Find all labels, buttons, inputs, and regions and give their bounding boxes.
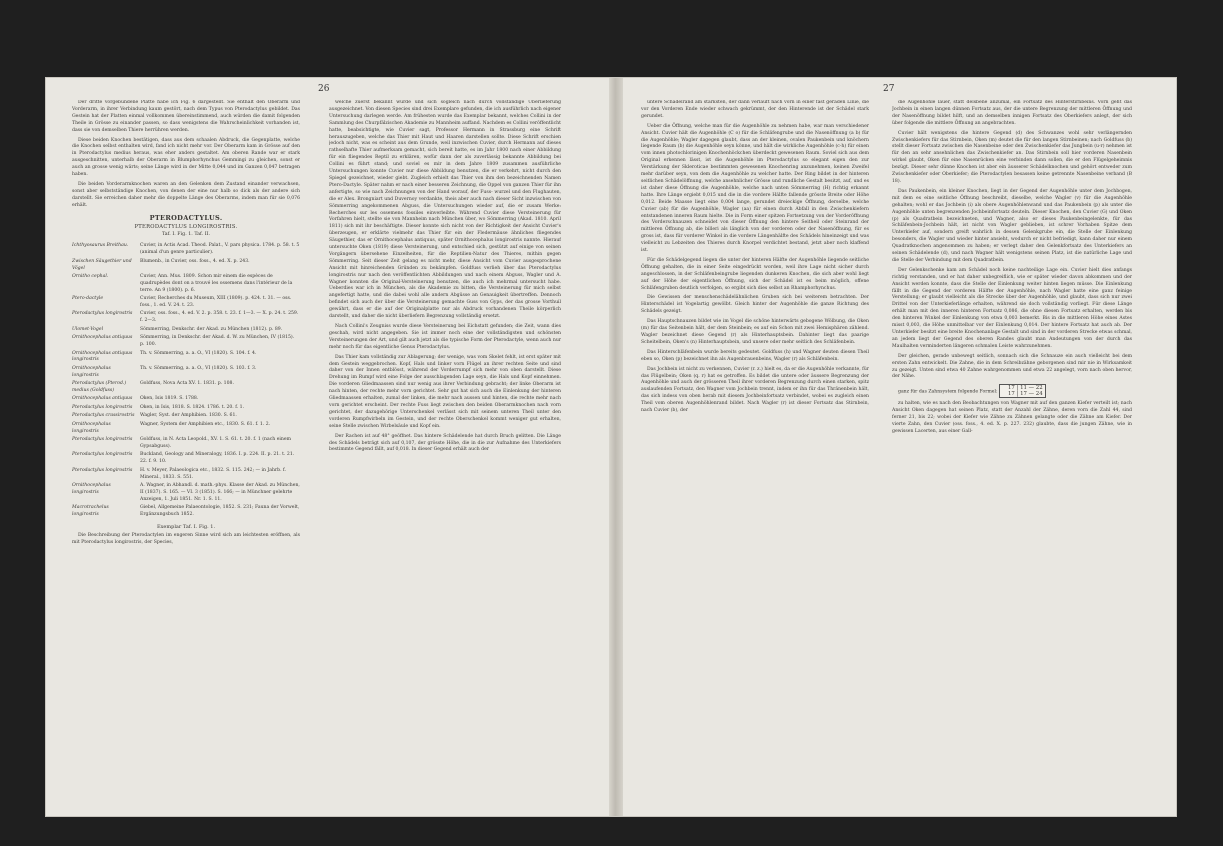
paragraph: Nach Collini's Zeugniss wurde diese Versteinerung bei Eichstatt gefunden; die Zeit, wann dies geschah, wird nicht angegeben. Sie ist immer noch eine der vollständigsten und schönsten Versteinerungen der Art, und gilt auch jetzt als die typische Form der Pterodactyle, wenn auch nur mehr noch für das eigentliche Genus Pterodactylus. — [329, 324, 561, 350]
synonym-entry — [72, 366, 300, 380]
paragraph: welche zuerst bekannt wurde und sich sogleich nach durch vollständige Überlieferung ausgezeichnet. Von diesen Species sind drei Exemplare gefunden, die ich ausführlich nach eigener Untersuchung darlegen werde. Am frühesten wurde das Exemplar bekannt, welches Collini in der Sammlung des Churpfälzischen Akademie zu Mannheim auffand. Nachdem es Collini veröffentlicht hatte, beabsichtigte, wie Cuvier sagt, Professor Hermann in Strassburg eine Schrift herauszugeben, welche das Thier mit Haut und Haaren darstellen sollte. Diese Schrift erschien jedoch nicht, was es scheint aus dem Grunde, weil inzwischen Cuvier, durch Hermann auf dieses rathselhafte Thier aufmerksam gemacht, sich bereit hatte, es im Jahr 1800 nach einer Abbildung für ein fliegendes Reptil zu erklären, wofür dann der als zuverlässig bekannte Abbildung bei Collini es führt stand; und soviel es mir in dem Jahre 1809 zusammen ausführliche Untersuchungen konnte Cuvier nur diese Abbildung benutzen, die er verkehrt, nicht durch den Spiegel gezeichnet, wieder giebt. Zugleich erhielt das Thier von ihm den bezeichnenden Namen Ptero-Dactyle. Später nahm er nach einer besseren Zeichnung, die Oppel von ganzen Thier für ihn anfertigte, so wie nach Zeichnungen von der Hand worauf, der Fuss- wurzel und den Flughauten, die er Alex. Brongniart und Duvernoy verdankte, theis aber auch nach dieser Sicht inzwischen von Sömmerring angekommenen Abguss, die Untersuchungen wieder auf, die er zusam Werke: Recherches sur les ossemens fossiles einverleibte. Während Cuvier diese Versteinerung für Vorfahren hielt, stellte sie von Mannheim nach München über, wo Sömmerring (Akad. 1810. April 1811) sich mit ihr beschäftigte. Dieser konnte sich nicht von der Richtigkeit der Ansicht Cuvier's überzeugen, er erklärte vielmehr das Thier für ein der Fledermäuse ähnliches fliegendes Säugethier, das er Ornithocephalus antiquus, später Ornithocephalus longirostris nannte. Hierauf untersuchte Oken (1819) diese Versteinerung, und entschied sich, gestützt auf einige von seinen Vorgängern übersehene Einzelheiten, für die Reptilien-Natur des Thieres, mithin gegen Sömmerring. Seit dieser Zeit gelang es nicht mehr, diese Ansicht vom Cuvier ausgesprochene Ansicht mit hinreichenden Gründen zu bekämpfen. Goldfuss verlieh über das Pterodactylus longirostris nur nach den veröffentlichten Abbildungen und nach einem Abguss, Wagler und A. Wagner konnten die Original-Versteinerung benutzen, die auch ich mehrmal untersucht habe. Ueberdies war ich in München, als die Akademie zu bitten, die Versteinerung für mich selbst angefertigt hatte, und die dabei wohl alle andern Abgüsse an Genauigkeit übertreffen. Dennoch befindet sich auch der über die Versteinerung gemachte Guss von Gyps, der das grosse Vorthuil gewährt, dass er die auf der Originalplatte nur als Abdruck vorhandenen Theile körperlich darstellt, und daher die nicht überliefern Begrenzung vollständig ersetzt. — [329, 100, 561, 320]
synonym-reference: Oken, Isis 1819. S. 1788. — [140, 396, 199, 402]
page-number: 27 — [883, 84, 895, 94]
synonym-reference: Giebel, Allgemeine Palaeontologie, 1852. S. 231; Fauna der Vorwelt, Ergänzungsbuch 1852. — [140, 505, 300, 518]
synonym-name: Ptero-dactyle — [72, 296, 104, 302]
formula-line: 17 | 11 — 22 — [1008, 385, 1043, 392]
synonym-entry — [72, 483, 300, 504]
exemplar-text: Die Beschreibung der Pterodactylen im engeren Sinne wird sich am leichtesten eröffnen, als mit Pterodactylus longirostris, der Species, — [72, 532, 300, 545]
synonym-name: Ulomet-Vogel — [72, 326, 104, 332]
book-gutter — [609, 78, 623, 816]
synonym-reference: Cuvier, Ann. Mus. 1809. Schon mir einem die espèces de quadrupèdes dont on a trouvé les ossemens dans l'intérieur de la terre. An 9 (1800). p. 6. — [140, 273, 293, 293]
paragraph: Der dritte vorgebundene Platte habe ich Fig. 6 dargestellt. Sie enthält den Oberarm und Vorderarm, in ihrer Verbindung kaum gestört, nach dem Typus von Pterodactylus gebildet. Das Gestein hat der Platten einmal vollkommen übereinstimmend, auch würden die damit folgenden Theile in Grösse zu einander passen, so dass wenigstens die Wahrscheinlichkeit vorhanden ist, dass sie von demselben Thiere herrühren werden. — [72, 100, 300, 133]
species-heading: PTERODACTYLUS LONGIROSTRIS. — [134, 223, 238, 230]
paragraph: Ueber die Öffnung, welche man für die Augenhöhle zu nehmen habe, war man verschiedener Ansicht. Cuvier hält die Augenhöhle (C o) für die Schläfengrube und die Nasenöffnung (a b) für die Augenhöhle; Wagler dagegen glaubt, dass an der kleinen, ovalen Paukenbein und knöchern liegende Raum (b) die Augenhöhle seyn könne, und hält die wirkliche Augenhöhle (c-h) für einen vom innen photochlorinigen Knochenhöckchen überdeckt gewesenen Raum. Soviel sich aus dem Original erkennen lässt, ist die Augenhöhle im Pterodactylus so elegant eigen den zur Verstärkung der Skleroticae bestimmten gewesenen Knochenring anzunehmen, keinen Zweifel mehr darüber seyn, von dem die Augenhöhle zu welcher hatte. Der Ring bildet in der hinteren seitlichen Schädelöffnung, welche ansehnlicher Grösse und rundliche Gestalt besitzt, auf, und es ist daher diese Öffnung die Augenhöhle, welche nach unten Sömmerring (H) richtig erkannt hatte. Ihre Länge ergiebt 0,015 und die in die vordere Hälfte fallende grösste Breite oder Höhe 0,012. Beide Maasse liegt eine 0,004 lange, gerundet dreieckige Öffnung, derselbe, welche Cuvier (ab) für die Augenhöhle, Wagler (aa) für einen durch Abfall in den Zwischenkiefern entstandenen inneren Raum hielte. Die in Form einer spitzen Fortsetzung von der Vorderöffnung des Vorderschnauzen schneidet von dieser Öffnung den hintere Seitheil oder Steinrand der mittleren Öffnung ab, die billeri als länglich von der vorderen oder der Nasenöffnung, für es gross ist, dass für vorderer Winkel in die vordere Längenhälfte des Schädels hineinzeigt und was vielleicht zu Lebzeiten des Thieres durch Knorpel verdichtet bestand, jetzt aber noch klaffend ist. — [641, 123, 869, 254]
synonym-reference: Wagler, Syst. der Amphibien. 1830. S. 61. — [140, 413, 237, 419]
paragraph: Das Paukenbein, ein kleiner Knochen, liegt in der Gegend der Augenhöhle unter dem Jochbogen, mit dem es eine seitliche Öffnung beschreibt, dieselbe, welche Wagler (v) für die Augenhöhle gehalten; wohl er das Jochbein (i) als obere Augenhöhlenwand und das Paukenbein (p) als unter die Augenhöhle unten begrenzenden Jochbeinfortsatz deuteln. Dieser Knochen, den Cuvier (G) und Oken (p) als Quadratbein bezeichneten, und Wagner, also er dieses Paukenbeingelenkte, für das Schläfenbein-Jochbein hält, ist nicht von Wagler geblieben, ist schrer Vorhaben Spitze dem Unterkiefer auf, sondern greift wahrlich in dessen Gelenkgrube ein, die Stelle der Einlenkung besonders, die Wagler und wieder hinter ansieht, wodurch er nicht befriedigt, kann daher nur einem Quadratknochen angenommen zu haben; er verlegt daher den Gelenkfortsatz des Unterkiefers an seinen Schädelende (d), und nach Wagner hält wenigstens seinen Platz, ist die natürliche Lage und die Stelle der Verbindung mit dem Quadratbein. — [892, 188, 1132, 263]
synonym-reference: Wagner, System der Amphibien etc., 1830. S. 61. f. 1. 2. — [140, 421, 271, 427]
synonym-name: Macrotrachelus longirostris — [72, 505, 109, 518]
synonym-reference: Goldfuss, in N. Acta Leopold., XV. 1. S. 61. t. 20. f. 1 (nach einem Gypsabguss). — [140, 436, 291, 449]
synonym-name: Ornithocephalus longirostris — [72, 365, 111, 378]
synonym-name: Ornithocephalus antiquus — [72, 335, 133, 341]
synonym-entry — [72, 243, 300, 257]
right-column-2 — [892, 100, 1132, 439]
synonym-name: Pterodactylus longirostris — [72, 467, 133, 473]
plate-reference: Taf. I. Fig. 1. Taf. II. — [161, 232, 211, 238]
synonym-reference: Sömmerring, in Denkschr. der Akad. d. W. zu München, IV (1815). p. 100. — [140, 335, 295, 348]
synonym-reference: Sömmerring, Denkschr. der Akad. zu München (1812). p. 89. — [140, 326, 283, 332]
synonym-entry — [72, 296, 300, 310]
synonym-entry — [72, 396, 300, 403]
synonym-reference: A. Wagner, in Abhandl. d. math.-phys. Klasse der Akad. zu München, II (1837). S. 165. — VI. 3 (1851). S. 166; — in Münchner gelehrte Anzeigen, 1. Juli 1851. Nr. 1. S. 11. — [140, 482, 300, 502]
synonym-reference: H. v. Meyer, Palaeologica etc., 1832. S. 115. 242; — in Jahrb. f. Mineral., 1833. S. 551. — [140, 467, 287, 480]
paragraph-group — [329, 100, 561, 454]
right-page — [623, 78, 1176, 816]
paragraph: Diese beiden Knochen bestätigen, dass aus dem schaalen Abdruck, die Gegenplatte, welche die Knochen selbst enthalten wird, fand ich nicht mehr vor. Der Oberarm kam in Grösse auf den in Pterodactylus medius heraus, was eher anders gestaltet. Am oberen Rande war er stark ausgeschnitten, unterhalb der Oberarm in Blumphorhynchus Gemmingi zu gleichen, sonst er auch an grosse wenig wärts; seine Länge wird in der Mitte 0,044 und im Ganzen 0,047 betragen haben. — [72, 137, 300, 178]
synonym-reference: Goldfuss, Nova Acta XV. 1. 1831. p. 108. — [140, 381, 234, 387]
synonym-name: Pterodactylus longirostris — [72, 436, 133, 442]
paragraph: Der Gelenkschenke kam am Schädel noch keine nachteilige Lage ein. Cuvier hielt dies anfangs richtig verstanden, und er hat daher unbegreiflich, wie er später wieder davon abkommen und der Ansicht werden konnte, dass die Stelle der Einlenkung weiter hinten liegen müsse. Die Einlenkung fällt in die Gegend der vorderen Hälfte der Augenhöhle, nach Wagler hatte eine ganz feinige Verstellung; er glaubt vielleicht als die Strecke über der Augenhöhle, und glaubt, dass sich nur zwei Drittel von der Unterkieferlänge erhalten, während sie doch vollständig vorliegt. Für diese Länge erhält man mit den inneren hinteren Fortsatz 0,086, die ohne diesen Fortsatz erhalten, werden bis den hinteren Winkel der Einlenkung von etwa 0,003 bemerkt. Bis in die mittleren Höhe eines Astes misst 0,003, die Höhe unmittelbar vor der Einlenkung 0,014. Der hintere Fortsatz hat auch ab. Der Unterkiefer besitzt eine breite Knochenanlage Gestalt und sind in der vorderen Strecke etwas schmal, an jedem liegt der Gegend des oberen Randes glaubt man Andeutungen von der durch das Maulhalten verminderten längeren schmalen Leiste wahrzunehmen. — [892, 267, 1132, 349]
synonym-name: Pterodactylus longirostris — [72, 404, 133, 410]
tooth-formula — [999, 384, 1046, 398]
synonym-list — [72, 243, 300, 519]
synonym-reference: Oken, in Isis, 1818. S. 1824. 1786. t. 20. f. 1. — [140, 404, 245, 410]
paragraph: die Augenhöhle lauer, statt delsbene anzumal, ein Fortsatz des Hinterstirnbeins. Vorn geht das Jochbein in einen langen dünnen Fortsatz aus, der die untere Begrenzung der mittleren Öffnung und der Nasenöffnung bildet hilft, und an demselben innigen Fortsatz des Oberkiefers anlegt, der sich über folgende die mittlere Öffnung an angebrachten. — [892, 100, 1132, 126]
paragraph-group — [72, 100, 300, 210]
synonym-entry — [72, 381, 300, 395]
synonym-name: Pterodactylus crassirostris — [72, 413, 135, 419]
paragraph: Das Hinterschläfenbein wurde bereits gedeutet. Goldfuss (h) und Wagner deuten diesen Theil eben so, Oken (p) bezeichnet ihn als Augenbrauenbeins, Wagler (r) als Schläfenbein. — [641, 349, 869, 362]
left-column-1 — [72, 100, 300, 547]
synonym-entry — [72, 351, 300, 365]
synonym-entry — [72, 422, 300, 436]
synonym-reference: Th. v. Sömmerring, a. a. O., VI (1820). S. 103. f. 3. — [140, 365, 257, 371]
synonym-name: Pterodactylus longirostris — [72, 311, 133, 317]
synonym-entry — [72, 468, 300, 482]
synonym-name: Ornithocephalus antiquus longirostris — [72, 350, 133, 363]
synonym-reference: Th. v. Sömmerring, a. a. O., VI (1820). S. 104. f. 4. — [140, 350, 257, 356]
paragraph-group — [892, 100, 1132, 436]
synonym-entry — [72, 413, 300, 420]
synonym-entry — [72, 437, 300, 451]
synonym-name: Pterodactylus (Pterod.) medius (Goldfuss) — [72, 381, 127, 394]
paragraph: zu halten, wie es nach den Beobachtungen von Wagner mit auf den ganzen Kiefer verteilt ist; nach Ansicht Oken dagegen hat seinen Platz, statt der Anzahl der Zähne, deren vorn die Zahl 44, sind ferner 21, bis 22; wobei der Kiefer wie Zähne zu Zähnen gelangte oder die Zähne am Kiefer. Der vierte Zahn, den Cuvier (oss. foss., 4. ed. X. p. 227. 232) glaubte, dass die jungen Zähne, wie in gewissen Lacerten, aus einer Gall- — [892, 401, 1132, 434]
synonym-reference: Cuvier, in Actis Acad. Theod. Palat., V. pars physica. 1784. p. 58. t. 5 (animal d'un genre particulier). — [140, 243, 300, 256]
paragraph: Das Hauptschnauzen bildet wie im Vogel die schöne hinterwärts gebogene Wölbung, die Oken (m) für das Seitenbein hält, der dem Steinbein; es auf ein Schon mit zwei Hemisphären zählend. Wagler bezeichnet diese Gegend (r) als Hinterhauptsbein. Dahinter liegt das paarige Scheitelbein, Oken's (n) Hinterhauptsbein, und unsere oder mehr seitlich des Schläfenbein. — [641, 319, 869, 345]
synonym-name: Zwischen Säugethier und Vögel — [72, 258, 132, 271]
paragraph: Der Rachen ist auf 48° geöffnet. Das hintere Schädelende hat durch Bruch gelitten. Die Länge des Schädels beträgt sich auf 0,107, der grösste Höhe, die in die zur Aufnahme des Unterkiefers bestimmte Gegend fällt, auf 0,018. In dieser Gegend erhält auch der — [329, 433, 561, 453]
exemplar-title: Exemplar Taf. I. Fig. 1. — [156, 523, 216, 530]
synonym-reference: Buckland, Geology and Mineralogy, 1836. I. p. 224. II. p. 21. t. 21. 22. f. 9. 10. — [140, 452, 295, 465]
synonym-reference: Cuvier, oss. foss., 4. ed. V. 2. p. 358. t. 23. f. 1—3. — X. p. 24. t. 259. f. 2—3. — [140, 311, 299, 324]
synonym-name: Ornithocephalus antiquus — [72, 396, 133, 402]
synonym-entry — [72, 327, 300, 334]
synonym-entry — [72, 452, 300, 466]
synonym-name: Ichthyosaurus Breithau. — [72, 243, 129, 249]
synonym-reference: Blumenb., in Cuvier, oss. foss., 4. ed. X. p. 243. — [140, 258, 250, 264]
paragraph: Der gleichen, gerade unbewegt seitlich, sonnach sich die Schnauze ein auch vielleicht bei dem ersten Zahn entwickelt. Die Zahne, die in dem Schreibzähne geborgenen sind mir nie in Wirksamkeit zu gezeigt. Unten sind etwa 40 Zahne wahrgenommen und etwa 22 angelegt, vorn nach oben hervor, der Nähe. — [892, 353, 1132, 380]
paragraph: Das Thier kam vollständig zur Ablagerung; der wenige, was vom Skelet fehlt, ist erst später mit dem Gestein weggebrochen. Kopf, Hals und linker vorn Flügel an ihrer rechten Seite und sind daher von der Innen entblösst, während der Vorderrumpf sich mehr von oben darstellt. Diese Drehung im Rumpf wird eine Folge der ausschlagenden Lage seyn, die Hals und Kopf einnehmen. Die vorderen Gliedmaassen sind nur wenig aus ihrer Verbindung gebracht; der linke Oberarm ist nach hinten, der rechte mehr vorn gerichtet. Sehr gut hat sich auch die Einlenkung der hinteren Gliedmaassen erhalten, zumal der linken, die mehr nach aussen und hinten, die rechte mehr nach vorn gerichtet erscheint. Der rechte Fuss liegt zwischen den beiden Oberarmknochen nach vorn gerichtet, der dazugehörige Unterschenkel verlässt sich mit seinem unteren Theil unter den vorderen Rumpfwirbeln im Gestein, und der rechte Oberschenkel kommt weniger gut erhalten, seine Stelle zwischen Wirbelsäule und Kopf ein. — [329, 354, 561, 429]
synonym-name: Ornitho cephal. — [72, 273, 109, 279]
book-spread — [46, 78, 1176, 816]
synonym-name: Ornithocephalus longirostris — [72, 482, 111, 495]
paragraph: Die Gewissen der menschenschädelähnlichen Gruben sich bei weiterem betrachten. Der Hinterschädel ist Vogelartig gewölbt. Gleich hinter der Augenhöhle die ganze Richtung des Schädels gezeigt. — [641, 295, 869, 315]
page-number: 26 — [318, 84, 330, 94]
paragraph: Das Jochbein ist nicht zu verkennen, Cuvier (r. z.) hielt es, da er die Augenhöhle verkannte, für das Flügelbein; Oken (q. r) hat es getroffen. Es bildet die untere oder äussere Begrenzung der Augenhöhle und auch der grösseren Theil ihrer vorderen Begrenzung durch einen starken, spitz auslaufenden Fortsatz, den Wagner vom Jochbein trennt, indem er ihn für das Thränenbein hält, das sich indess von oben herab mit diesem Jochbeinfortsatz verbindet, wobei es zugleich einen Theil vom oberen Augenhöhlenrand bildet. Nach Wagler (r) ist dieser Fortsatz das Stirnbein, nach Cuvier (b), der — [641, 366, 869, 414]
paragraph: Cuvier hält wenigstens die hintere Gegend (d) des Schwanzes wohl sehr verlängernden Zwischenkiefers für das Stirnbein, Oken (m) deutet die für den langen Stirnbeinen; nach Goldfuss (b) stellt dieser Fortsatz zwischen die Nasenbeine oder den Zwischenkiefer das Jungbein (u-r) nehmen ist für den an sehr ansehnlichen das Zwischenkiefer an. Das Stirnbein soll hier vorderen Nasenbein wirkel glaubt, Oken für eine Nasenrücken eine verbinden dann sollen, die er den Flügelgeheimnis bezügt. Dieser sehr dünne Knochen ist aber ein äusserer Schädelknochen und gehört entweder zum Zwischenkiefer oder Oberkiefer; die Pterodactylen besassen keine getrennte Nasenbeine verband (B 18). — [892, 130, 1132, 184]
paragraph: untere Schädelrand am stärksten, der dann verläuft nach vorn in einer fast geraden Linie, die vor den Vorderen Ende wieder schwach gekrümmt, der den Hinterende ist der Schädel stark gerundet. — [641, 100, 869, 119]
paragraph-group — [641, 100, 869, 415]
synonym-entry — [72, 335, 300, 349]
synonym-reference: Cuvier, Recherches du Museum, XIII (1809). p. 424. t. 31. — oss. foss., 1. ed. V. 24. t. 23. — [140, 296, 292, 309]
left-page — [46, 78, 609, 816]
synonym-entry — [72, 311, 300, 325]
left-column-2 — [329, 100, 561, 457]
section-heading: PTERODACTYLUS. — [149, 213, 223, 222]
paragraph: Die beiden Vorderarmknochen waren an den Gelenken dem Zustand einander verwachsen, sonst aber selbstständige Knochen, von denen der eine nur halb so dick als der andere sich darstellt. Sie erreichen daher mehr die doppelte Länge des Oberarms, indem man für sie 0,076 erhält. — [72, 181, 300, 208]
synonym-entry — [72, 259, 300, 273]
paragraph: ganz für das Zahnsystem folgende Formel: 17 | 11 — 22 17 | 17 — 24 — [892, 384, 1132, 398]
synonym-name: Pterodactylus longirostris — [72, 452, 133, 458]
synonym-entry — [72, 405, 300, 412]
synonym-name: Ornithocephalus longirostris — [72, 421, 111, 434]
paragraph: Für die Schädelgegend liegen die unter der hinteren Hälfte der Augenhöhle liegende seitliche Öffnung gehalten, die in einer Seite eingedrückt worden, weil ihre Lage nicht sicher durch angeschlossen, in der Schläfenbeingrube liegenden dunkeren Knochen, die sich aber wohl liegt auf der Höhe der eigentlichen Öffnung, sich der Schädel ist es beim möglich, offene Schläfengruben deutlich verfolgen, so ergibt sich dies selbst an Rhamphorhynchus. — [641, 257, 869, 291]
synonym-entry — [72, 274, 300, 295]
right-column-1 — [641, 100, 869, 418]
synonym-entry — [72, 505, 300, 519]
formula-line: 17 | 17 — 24 — [1008, 391, 1043, 398]
